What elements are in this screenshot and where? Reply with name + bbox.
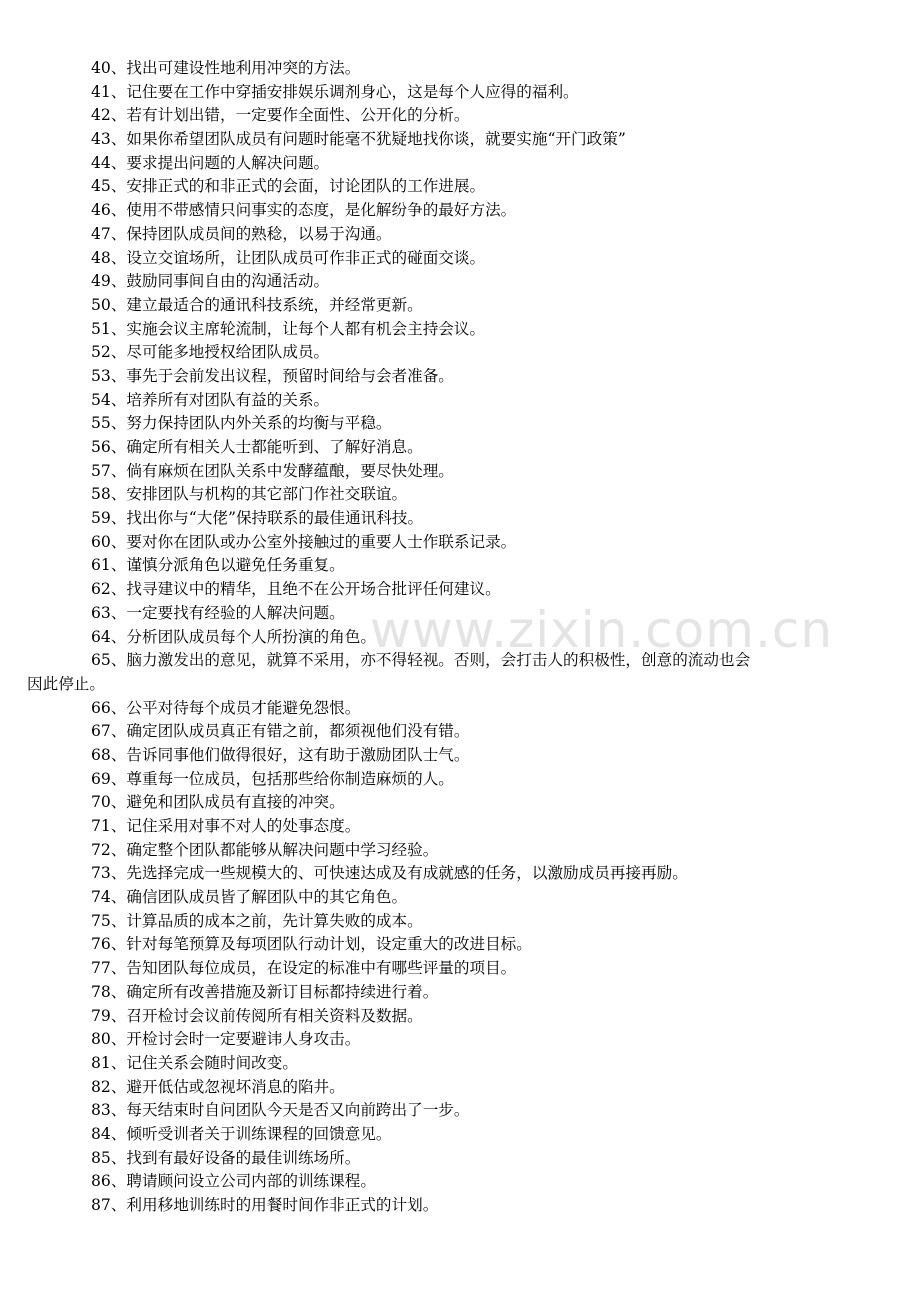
- list-item: 68、告诉同事他们做得很好，这有助于激励团队士气。: [91, 745, 470, 764]
- list-item: 51、实施会议主席轮流制，让每个人都有机会主持会议。: [91, 319, 486, 338]
- list-item: 44、要求提出问题的人解决问题。: [91, 153, 330, 172]
- list-item: 58、安排团队与机构的其它部门作社交联谊。: [91, 485, 408, 504]
- list-item: 43、如果你希望团队成员有问题时能毫不犹疑地找你谈，就要实施“开门政策”: [91, 130, 626, 149]
- list-item: 73、先选择完成一些规模大的、可快速达成及有成就感的任务，以激励成员再接再励。: [91, 864, 688, 883]
- list-item: 52、尽可能多地授权给团队成员。: [91, 343, 330, 362]
- list-item: 77、告知团队每位成员，在设定的标准中有哪些评量的项目。: [91, 959, 517, 978]
- list-item: 45、安排正式的和非正式的会面，讨论团队的工作进展。: [91, 177, 486, 196]
- list-item: 60、要对你在团队或办公室外接触过的重要人士作联系记录。: [91, 532, 517, 551]
- list-item: 71、记住采用对事不对人的处事态度。: [91, 817, 361, 835]
- list-item: 87、利用移地训练时的用餐时间作非正式的计划。: [91, 1196, 439, 1214]
- list-item: 49、鼓励同事间自由的沟通活动。: [91, 272, 330, 291]
- list-item: 81、记住关系会随时间改变。: [91, 1053, 298, 1072]
- list-item: 42、若有计划出错，一定要作全面性、公开化的分析。: [91, 106, 470, 125]
- list-item: 79、召开检讨会议前传阅所有相关资料及数据。: [91, 1006, 423, 1025]
- list-item: 86、聘请顾问设立公司内部的训练课程。: [91, 1172, 376, 1191]
- list-item: 50、建立最适合的通讯科技系统，并经常更新。: [91, 295, 423, 314]
- list-item: 56、确定所有相关人士都能听到、了解好消息。: [91, 438, 423, 456]
- list-item: 69、尊重每一位成员，包括那些给你制造麻烦的人。: [91, 769, 454, 788]
- list-item: 85、找到有最好设备的最佳训练场所。: [91, 1148, 361, 1167]
- list-item: 53、事先于会前发出议程，预留时间给与会者准备。: [91, 366, 454, 385]
- list-item: 74、确信团队成员皆了解团队中的其它角色。: [91, 888, 408, 907]
- list-item: 66、公平对待每个成员才能避免怨恨。: [91, 698, 361, 717]
- list-item: 82、避开低估或忽视坏消息的陷井。: [91, 1077, 345, 1096]
- list-item: 55、努力保持团队内外关系的均衡与平稳。: [91, 414, 392, 433]
- list-item-continuation: 因此停止。: [27, 674, 105, 693]
- list-item: 67、确定团队成员真正有错之前，都须视他们没有错。: [91, 722, 470, 741]
- list-item: 80、开检讨会时一定要避讳人身攻击。: [91, 1030, 361, 1049]
- list-item: 61、谨慎分派角色以避免任务重复。: [91, 556, 345, 575]
- list-item: 62、找寻建议中的精华，且绝不在公开场合批评任何建议。: [91, 580, 501, 599]
- list-item: 57、倘有麻烦在团队关系中发酵蕴酿，要尽快处理。: [91, 461, 454, 480]
- list-item: 54、培养所有对团队有益的关系。: [91, 390, 330, 409]
- list-item: 41、记住要在工作中穿插安排娱乐调剂身心，这是每个人应得的福利。: [91, 82, 579, 101]
- list-item: 78、确定所有改善措施及新订目标都持续进行着。: [91, 982, 439, 1001]
- list-item: 84、倾听受训者关于训练课程的回馈意见。: [91, 1124, 392, 1143]
- list-item: 48、设立交谊场所，让团队成员可作非正式的碰面交谈。: [91, 248, 486, 267]
- list-item: 72、确定整个团队都能够从解决问题中学习经验。: [91, 840, 439, 859]
- list-item: 47、保持团队成员间的熟稔，以易于沟通。: [91, 224, 392, 243]
- list-item: 75、计算品质的成本之前，先计算失败的成本。: [91, 911, 423, 930]
- list-item: 76、针对每笔预算及每项团队行动计划，设定重大的改进目标。: [91, 935, 532, 954]
- watermark-text: www.zixin.com.cn: [370, 601, 834, 659]
- list-item: 46、使用不带感情只问事实的态度，是化解纷争的最好方法。: [91, 201, 517, 220]
- list-item: 40、找出可建设性地利用冲突的方法。: [91, 59, 361, 77]
- list-item: 70、避免和团队成员有直接的冲突。: [91, 793, 345, 812]
- list-item: 65、脑力激发出的意见，就算不采用，亦不得轻视。否则，会打击人的积极性，创意的流动也会: [91, 651, 751, 670]
- list-item: 83、每天结束时自问团队今天是否又向前跨出了一步。: [91, 1101, 470, 1120]
- list-item: 63、一定要找有经验的人解决问题。: [91, 603, 345, 622]
- tips-list: [27, 57, 883, 1218]
- list-item: 64、分析团队成员每个人所扮演的角色。: [91, 627, 376, 646]
- list-item: 59、找出你与“大佬”保持联系的最佳通讯科技。: [91, 509, 424, 528]
